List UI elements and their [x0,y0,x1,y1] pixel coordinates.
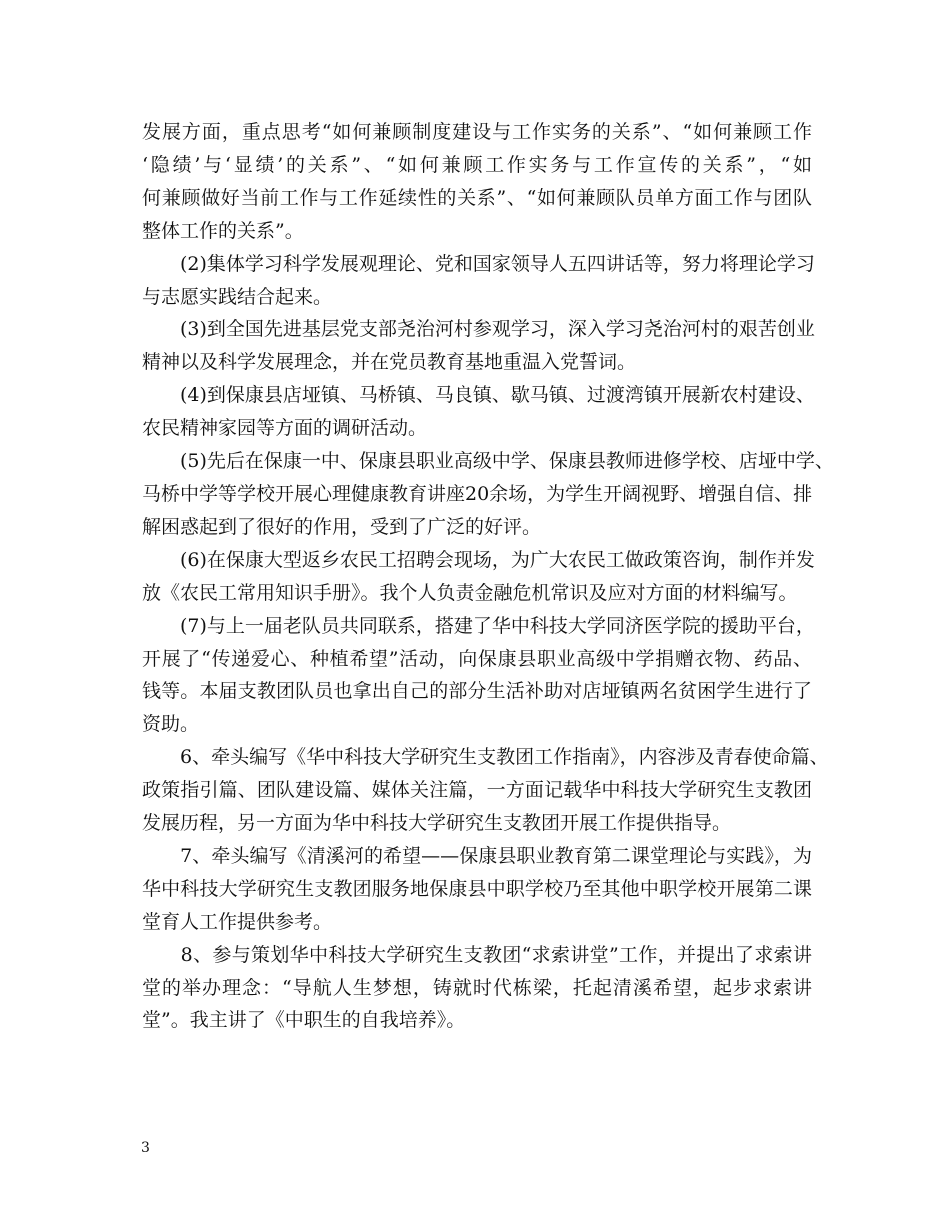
paragraph-item-6 [142,544,815,610]
document-body [142,116,834,1037]
paragraph-section-7 [142,840,812,939]
text-line: (5)先后在保康一中、保康县职业高级中学、保康县教师进修学校、店垭中学、 [142,450,834,473]
text-line: 钱等。本届支教团队员也拿出自己的部分生活补助对店垭镇两名贫困学生进行了 [142,680,812,703]
text-line: 与志愿实践结合起来。 [142,285,333,308]
text-line: 发展方面，重点思考“如何兼顾制度建设与工作实务的关系”、“如何兼顾工作 [142,121,812,143]
text-line: 资助。 [142,713,200,736]
text-line: 堂的举办理念：“导航人生梦想，铸就时代栋梁，托起清溪希望，起步求索讲 [142,976,812,999]
text-line: (6)在保康大型返乡农民工招聘会现场，为广大农民工做政策咨询，制作并发 [142,548,815,571]
text-line: 精神以及科学发展理念，并在党员教育基地重温入党誓词。 [142,351,637,374]
text-line: 放《农民工常用知识手册》。我个人负责金融危机常识及应对方面的材料编写。 [142,581,798,604]
text-line: 马桥中学等学校开展心理健康教育讲座20余场，为学生开阔视野、增强自信、排 [142,482,813,505]
paragraph-continuation [142,116,812,248]
text-line: 堂育人工作提供参考。 [142,910,333,933]
text-line: 7、牵头编写《清溪河的希望——保康县职业教育第二课堂理论与实践》，为 [142,844,812,867]
text-line: 政策指引篇、团队建设篇、媒体关注篇，一方面记载华中科技大学研究生支教团 [142,779,812,802]
text-line: 何兼顾做好当前工作与工作延续性的关系”、“如何兼顾队员单方面工作与团队 [142,186,812,209]
text-line: 农民精神家园等方面的调研活动。 [142,417,428,440]
text-line: 堂”。我主讲了《中职生的自我培养》。 [142,1009,466,1032]
paragraph-item-7 [142,610,815,742]
text-line: (3)到全国先进基层党支部尧治河村参观学习，深入学习尧治河村的艰苦创业 [142,318,815,341]
text-line: 发展历程，另一方面为华中科技大学研究生支教团开展工作提供指导。 [142,812,732,835]
text-line: 整体工作的关系”。 [142,219,304,242]
text-line: 开展了“传递爱心、种植希望”活动，向保康县职业高级中学捐赠衣物、药品、 [142,647,812,670]
paragraph-item-5 [142,445,834,544]
text-line: (4)到保康县店垭镇、马桥镇、马良镇、歇马镇、过渡湾镇开展新农村建设、 [142,384,815,407]
paragraph-item-2 [142,248,815,314]
paragraph-item-3 [142,313,815,379]
paragraph-section-6 [142,741,829,840]
paragraph-item-4 [142,379,815,445]
text-line: (2)集体学习科学发展观理论、党和国家领导人五四讲话等，努力将理论学习 [142,252,815,275]
page-number: 3 [141,1140,150,1156]
text-line: 6、牵头编写《华中科技大学研究生支教团工作指南》，内容涉及青春使命篇、 [142,746,829,769]
text-line: 解困惑起到了很好的作用，受到了广泛的好评。 [142,515,542,538]
text-line: 8、参与策划华中科技大学研究生支教团“求索讲堂”工作，并提出了求索讲 [142,943,812,966]
text-line: 华中科技大学研究生支教团服务地保康县中职学校乃至其他中职学校开展第二课 [142,877,812,900]
text-line: ‘隐绩’与‘显绩’的关系”、“如何兼顾工作实务与工作宣传的关系”，“如 [142,153,812,176]
paragraph-section-8 [142,939,812,1038]
text-line: (7)与上一届老队员共同联系，搭建了华中科技大学同济医学院的援助平台， [142,614,815,637]
